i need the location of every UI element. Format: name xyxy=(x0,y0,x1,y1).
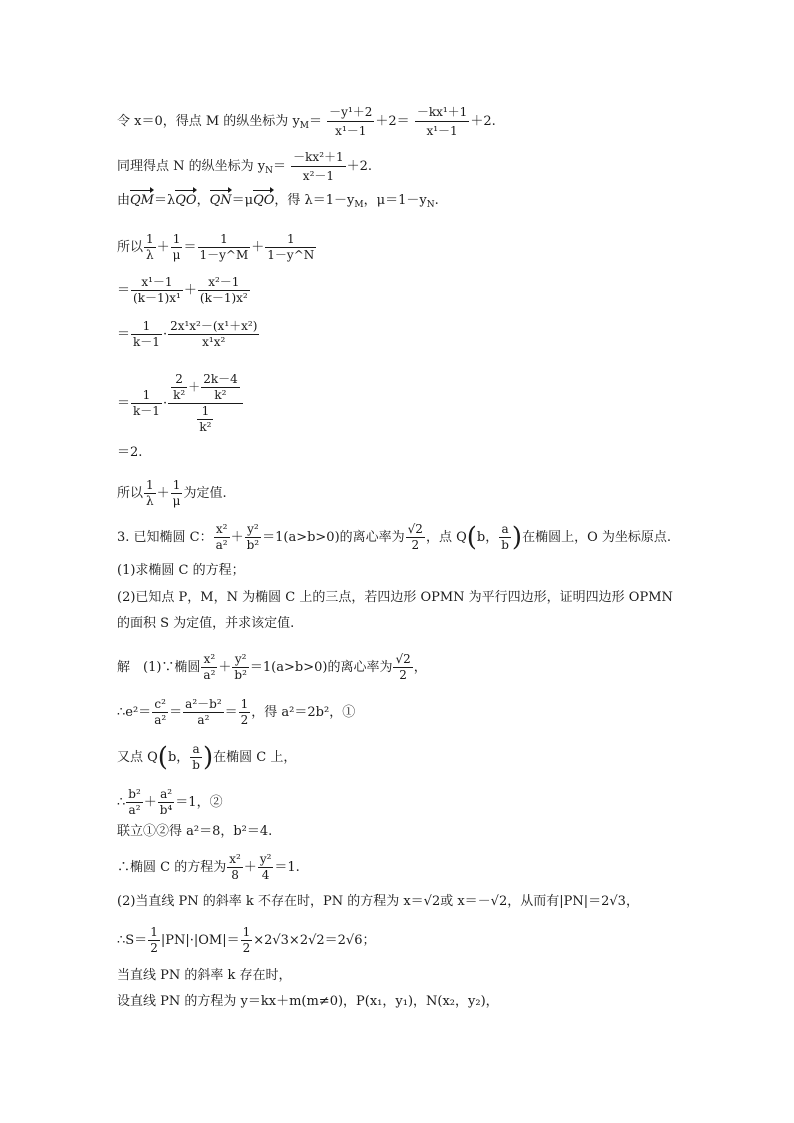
fraction xyxy=(158,787,175,818)
vector-QO: QO xyxy=(175,191,196,211)
text: ＋ xyxy=(183,283,197,298)
line-conclusion xyxy=(117,478,227,509)
numerator: a xyxy=(190,742,202,758)
text: 由 xyxy=(117,193,131,208)
fraction xyxy=(131,319,162,350)
numerator: 1 xyxy=(131,388,162,404)
numerator: 2x¹x²－(x¹＋x²) xyxy=(170,319,258,333)
numerator: －kx¹＋1 xyxy=(415,103,470,122)
numerator: 1 xyxy=(265,232,316,248)
text: b， xyxy=(167,750,190,765)
denominator: (k－1)x² xyxy=(199,291,248,305)
denominator: 1－y^N xyxy=(267,248,315,262)
numerator: b² xyxy=(128,787,141,801)
text: 当直线 PN 的斜率 k 存在时， xyxy=(117,968,292,983)
text: ＝1. xyxy=(274,860,300,875)
fraction xyxy=(415,103,470,140)
numerator: x¹－1 xyxy=(131,275,183,291)
fraction xyxy=(144,232,156,263)
paren: ) xyxy=(202,742,214,773)
fraction xyxy=(148,925,160,956)
denominator: 2 xyxy=(240,713,249,727)
fraction xyxy=(265,232,316,263)
denominator: μ xyxy=(172,494,181,508)
denominator: b xyxy=(501,538,509,552)
line-step-2 xyxy=(117,319,260,350)
fraction xyxy=(198,275,250,306)
text: ，点 Q xyxy=(425,530,467,545)
text: 解 (1)∵椭圆 xyxy=(117,660,201,675)
denominator: 2 xyxy=(242,941,251,955)
text: (1)求椭圆 C 的方程； xyxy=(117,563,245,578)
denominator: k² xyxy=(173,388,186,402)
text: ＝λ xyxy=(153,193,176,208)
text: 在椭圆上，O 为坐标原点. xyxy=(522,530,671,545)
fraction xyxy=(258,852,274,883)
fraction xyxy=(168,319,259,350)
text: ＝ xyxy=(117,396,131,411)
text: . xyxy=(434,193,439,208)
text: ， xyxy=(413,660,427,675)
solution-line-1 xyxy=(117,652,427,683)
fraction xyxy=(126,787,143,818)
compound-fraction xyxy=(168,372,243,435)
numerator: x² xyxy=(214,522,230,538)
denominator: k－1 xyxy=(133,335,160,349)
fraction xyxy=(190,742,202,773)
denominator: x²－1 xyxy=(302,169,335,183)
numerator: 2 xyxy=(171,372,187,388)
numerator: a²－b² xyxy=(185,697,222,711)
text: ＝ xyxy=(183,240,197,255)
part-1 xyxy=(117,561,245,581)
fraction xyxy=(393,652,412,683)
line-vectors xyxy=(117,191,439,215)
denominator: a² xyxy=(215,538,228,552)
solution-line-8 xyxy=(117,925,375,956)
fraction xyxy=(227,852,243,883)
solution-line-7 xyxy=(117,892,639,912)
text: ×2√3×2√2＝2√6； xyxy=(253,933,376,948)
text: ＝2. xyxy=(117,445,143,460)
vector-QM: QM xyxy=(130,191,154,211)
solution-line-2 xyxy=(117,697,355,728)
denominator: 2 xyxy=(411,538,420,552)
numerator: 1 xyxy=(197,404,213,420)
numerator: 2k－4 xyxy=(203,372,238,386)
fraction xyxy=(406,522,425,553)
text: · xyxy=(162,396,168,411)
text: · xyxy=(162,327,168,342)
fraction xyxy=(214,522,230,553)
line-yN xyxy=(117,148,372,185)
denominator: λ xyxy=(146,494,154,508)
text: ， xyxy=(196,193,210,208)
numerator: 1 xyxy=(198,232,251,248)
numerator: x²－1 xyxy=(198,275,250,291)
solution-line-4 xyxy=(117,787,223,818)
numerator: 1 xyxy=(242,925,251,939)
paren: ( xyxy=(157,742,168,773)
subscript: M xyxy=(354,200,364,210)
denominator: k² xyxy=(199,420,212,434)
text: ＝ xyxy=(224,705,238,720)
fraction xyxy=(171,478,183,509)
fraction xyxy=(144,478,156,509)
numerator: √2 xyxy=(407,522,423,536)
denominator: 4 xyxy=(261,868,270,882)
text: (2)当直线 PN 的斜率 k 不存在时，PN 的方程为 x＝√2或 x＝－√2，从而有|PN|＝2√3， xyxy=(117,894,639,909)
denominator: a² xyxy=(128,803,141,817)
denominator: a² xyxy=(203,668,216,682)
solution-line-5 xyxy=(117,822,272,842)
text: ＋ xyxy=(156,240,170,255)
numerator: x² xyxy=(229,852,241,866)
denominator: b² xyxy=(234,668,247,682)
text: ，得 λ＝1－y xyxy=(274,193,355,208)
vector-QN: QN xyxy=(210,191,232,211)
numerator: a² xyxy=(158,787,175,803)
numerator: x² xyxy=(201,652,217,668)
numerator: y² xyxy=(259,852,272,866)
text: ＝1(a>b>0)的离心率为 xyxy=(249,660,393,675)
denominator: 8 xyxy=(231,868,239,882)
numerator: 1 xyxy=(131,319,162,335)
text: ∴ xyxy=(117,795,126,810)
text: 的面积 S 为定值，并求该定值. xyxy=(117,616,295,631)
subscript: N xyxy=(426,200,435,210)
solution-line-6 xyxy=(117,852,300,883)
denominator: (k－1)x¹ xyxy=(133,291,181,305)
numerator: √2 xyxy=(395,652,411,666)
denominator: b² xyxy=(246,538,260,552)
text: 令 x＝0，得点 M 的纵坐标为 y xyxy=(117,114,300,129)
text: ＋2. xyxy=(346,159,373,174)
text: ＋ xyxy=(156,486,170,501)
line-sum-reciprocal xyxy=(117,232,317,263)
fraction xyxy=(232,652,249,683)
text: ＝μ xyxy=(231,193,254,208)
denominator: 2 xyxy=(399,668,407,682)
text: 同理得点 N 的纵坐标为 y xyxy=(117,159,266,174)
compound-denominator xyxy=(168,404,243,435)
fraction xyxy=(239,697,251,728)
text: ＝ xyxy=(169,705,183,720)
question-3 xyxy=(117,522,671,553)
paren: ( xyxy=(466,522,477,553)
text: ，得 a²＝2b²，① xyxy=(251,705,356,720)
text: ＝ xyxy=(273,159,287,174)
text: ＝1(a>b>0)的离心率为 xyxy=(262,530,405,545)
text: ＋2. xyxy=(470,114,496,129)
denominator: b xyxy=(192,758,200,772)
paren: ) xyxy=(511,522,523,553)
fraction xyxy=(499,522,511,553)
fraction xyxy=(201,372,240,403)
denominator: k－1 xyxy=(133,404,160,418)
numerator: 1 xyxy=(171,478,183,494)
numerator: c² xyxy=(152,697,168,713)
fraction xyxy=(198,232,251,263)
text: 在椭圆 C 上， xyxy=(213,750,297,765)
denominator: λ xyxy=(146,248,154,262)
text: |PN|·|OM|＝ xyxy=(160,933,240,948)
text: 设直线 PN 的方程为 y＝kx＋m(m≠0)，P(x₁，y₁)，N(x₂，y₂)， xyxy=(117,994,499,1009)
fraction xyxy=(245,522,262,553)
denominator: μ xyxy=(172,248,181,262)
text: 所以 xyxy=(117,486,144,501)
denominator: 2 xyxy=(150,941,158,955)
text: ＋ xyxy=(188,380,201,394)
text: ＋2＝ xyxy=(375,114,410,129)
numerator: 1 xyxy=(150,925,158,939)
text: 所以 xyxy=(117,240,144,255)
fraction xyxy=(171,372,187,403)
numerator: －y¹＋2 xyxy=(327,103,374,122)
subscript: M xyxy=(299,121,310,131)
solution-line-3 xyxy=(117,742,296,773)
text: ＝1，② xyxy=(175,795,223,810)
numerator: －kx²＋1 xyxy=(291,148,346,167)
denominator: 1－y^M xyxy=(199,248,249,262)
text: b， xyxy=(476,530,499,545)
part-2 xyxy=(117,588,673,608)
text: ∴e²＝ xyxy=(117,705,152,720)
fraction xyxy=(327,103,374,140)
text: ∴椭圆 C 的方程为 xyxy=(117,860,227,875)
denominator: a² xyxy=(154,713,167,727)
text: ＋ xyxy=(218,660,232,675)
text: 为定值. xyxy=(183,486,227,501)
denominator: x¹x² xyxy=(202,335,226,349)
denominator: b⁴ xyxy=(159,803,173,817)
fraction xyxy=(241,925,253,956)
numerator: y² xyxy=(245,522,262,538)
fraction xyxy=(131,388,162,419)
text: ＝ xyxy=(117,283,131,298)
denominator: x¹－1 xyxy=(426,124,458,138)
text: ＋ xyxy=(143,795,157,810)
text: ，μ＝1－y xyxy=(363,193,427,208)
text: ＝ xyxy=(309,114,323,129)
text: 联立①②得 a²＝8，b²＝4. xyxy=(117,824,273,839)
numerator: 1 xyxy=(240,697,249,711)
numerator: 1 xyxy=(146,232,154,246)
numerator: 1 xyxy=(146,478,154,492)
fraction xyxy=(183,697,223,728)
fraction xyxy=(171,232,183,263)
compound-numerator xyxy=(168,372,243,404)
numerator: a xyxy=(499,522,511,538)
fraction xyxy=(291,148,346,185)
solution-line-9 xyxy=(117,966,292,986)
text: ＋ xyxy=(251,240,265,255)
fraction xyxy=(152,697,168,728)
line-result xyxy=(117,443,142,463)
text: ＋ xyxy=(243,860,257,875)
subscript: N xyxy=(265,166,273,176)
line-step-1 xyxy=(117,275,251,306)
denominator: k² xyxy=(214,388,227,402)
text: ＋ xyxy=(230,530,244,545)
line-yM xyxy=(117,103,496,140)
fraction xyxy=(131,275,183,306)
text: (2)已知点 P，M，N 为椭圆 C 上的三点，若四边形 OPMN 为平行四边形，证明四边形 OPMN xyxy=(117,590,673,605)
text: 又点 Q xyxy=(117,750,158,765)
text: 3. 已知椭圆 C： xyxy=(117,530,213,545)
denominator: a² xyxy=(197,713,210,727)
numerator: 1 xyxy=(171,232,183,248)
denominator: x¹－1 xyxy=(335,124,367,138)
vector-QO: QO xyxy=(253,191,274,211)
text: ＝ xyxy=(117,327,131,342)
line-step-3 xyxy=(117,372,244,435)
part-2-cont xyxy=(117,614,294,634)
solution-line-10 xyxy=(117,992,499,1012)
fraction xyxy=(197,404,213,435)
text: ∴S＝ xyxy=(117,933,148,948)
numerator: y² xyxy=(232,652,249,668)
fraction xyxy=(201,652,217,683)
